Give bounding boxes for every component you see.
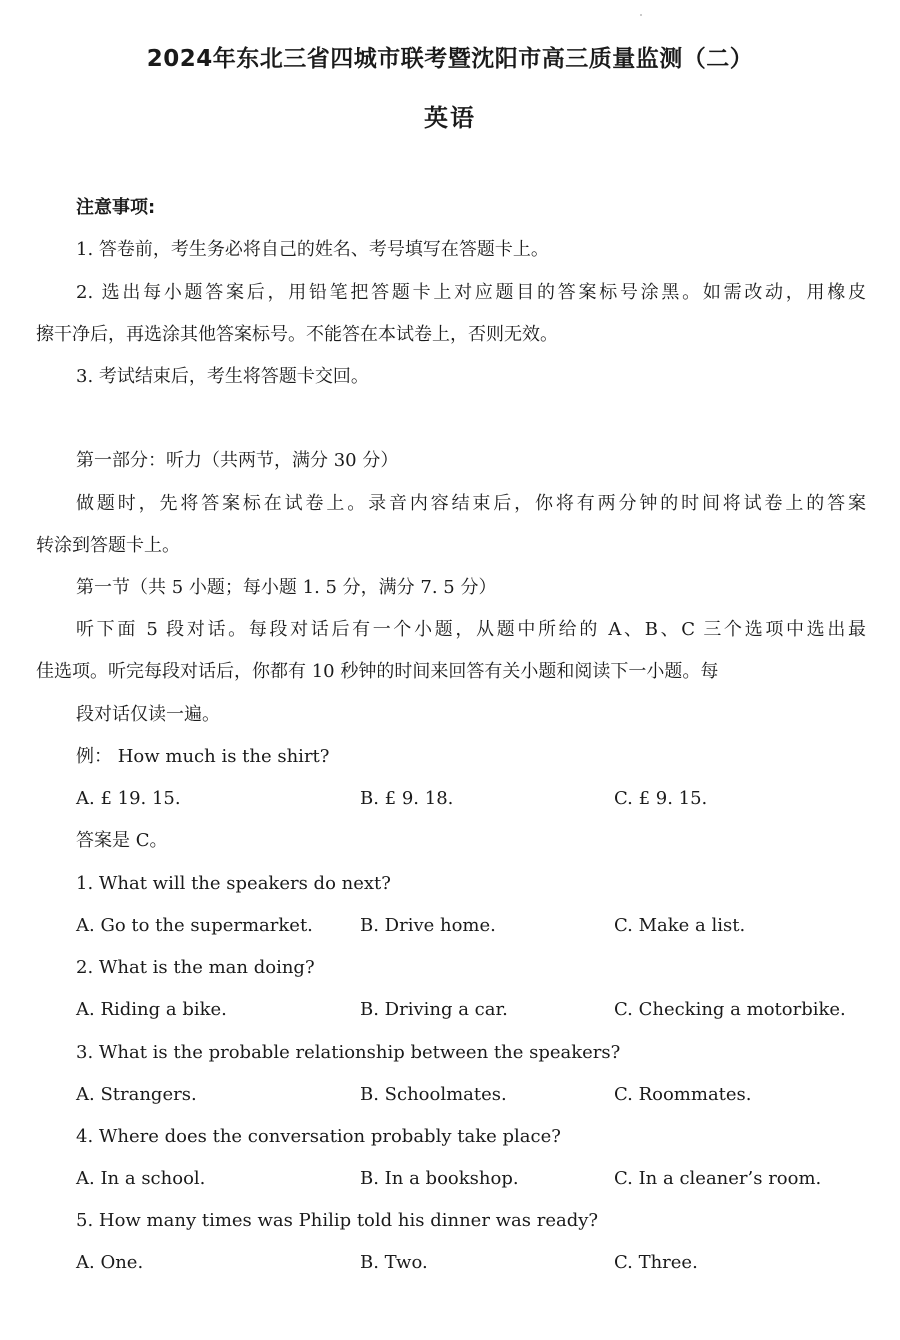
- scan-dot: [640, 14, 642, 16]
- notice-item-2-line-1: 2. 选出每小题答案后，用铅笔把答题卡上对应题目的答案标号涂黑。如需改动，用橡皮: [76, 282, 866, 303]
- notice-heading: 注意事项:: [76, 197, 156, 218]
- example-answer: 答案是 C。: [76, 830, 168, 851]
- question-2: 2. What is the man doing?: [76, 957, 315, 978]
- section1-heading: 第一节（共 5 小题；每小题 1. 5 分，满分 7. 5 分）: [76, 577, 497, 598]
- question-1-option-b: B. Drive home.: [360, 915, 496, 936]
- notice-item-2-line-2: 擦干净后，再选涂其他答案标号。不能答在本试卷上，否则无效。: [36, 324, 558, 345]
- question-4: 4. Where does the conversation probably take place?: [76, 1126, 561, 1147]
- part1-heading: 第一部分：听力（共两节，满分 30 分）: [76, 450, 399, 471]
- subject-title: 英语: [424, 104, 476, 132]
- question-3-option-a: A. Strangers.: [76, 1084, 197, 1105]
- question-5-option-b: B. Two.: [360, 1252, 428, 1273]
- section1-instructions-line-2: 佳选项。听完每段对话后，你都有 10 秒钟的时间来回答有关小题和阅读下一小题。每: [36, 661, 719, 682]
- part1-intro-line-2: 转涂到答题卡上。: [36, 535, 180, 556]
- question-3-option-b: B. Schoolmates.: [360, 1084, 507, 1105]
- example-option-a: A. £ 19. 15.: [76, 788, 181, 809]
- section1-instructions-line-1: 听下面 5 段对话。每段对话后有一个小题，从题中所给的 A、B、C 三个选项中选出最: [76, 619, 866, 640]
- question-1: 1. What will the speakers do next?: [76, 873, 391, 894]
- question-1-option-c: C. Make a list.: [614, 915, 746, 936]
- example-option-c: C. £ 9. 15.: [614, 788, 708, 809]
- question-2-option-a: A. Riding a bike.: [76, 999, 227, 1020]
- example-option-b: B. £ 9. 18.: [360, 788, 454, 809]
- question-5-option-c: C. Three.: [614, 1252, 698, 1273]
- question-2-option-c: C. Checking a motorbike.: [614, 999, 846, 1020]
- question-1-option-a: A. Go to the supermarket.: [76, 915, 313, 936]
- notice-item-3: 3. 考试结束后，考生将答题卡交回。: [76, 366, 369, 387]
- question-4-option-b: B. In a bookshop.: [360, 1168, 519, 1189]
- question-2-option-b: B. Driving a car.: [360, 999, 508, 1020]
- exam-title: 2024年东北三省四城市联考暨沈阳市高三质量监测（二）: [146, 46, 754, 72]
- example-question: 例： How much is the shirt?: [76, 746, 330, 767]
- question-5: 5. How many times was Philip told his dinner was ready?: [76, 1210, 599, 1231]
- question-3: 3. What is the probable relationship between the speakers?: [76, 1042, 621, 1063]
- part1-intro-line-1: 做题时，先将答案标在试卷上。录音内容结束后，你将有两分钟的时间将试卷上的答案: [76, 493, 866, 514]
- section1-instructions-line-3: 段对话仅读一遍。: [76, 704, 220, 725]
- notice-item-1: 1. 答卷前，考生务必将自己的姓名、考号填写在答题卡上。: [76, 239, 549, 260]
- question-3-option-c: C. Roommates.: [614, 1084, 752, 1105]
- question-5-option-a: A. One.: [76, 1252, 144, 1273]
- question-4-option-a: A. In a school.: [76, 1168, 206, 1189]
- question-4-option-c: C. In a cleaner’s room.: [614, 1168, 822, 1189]
